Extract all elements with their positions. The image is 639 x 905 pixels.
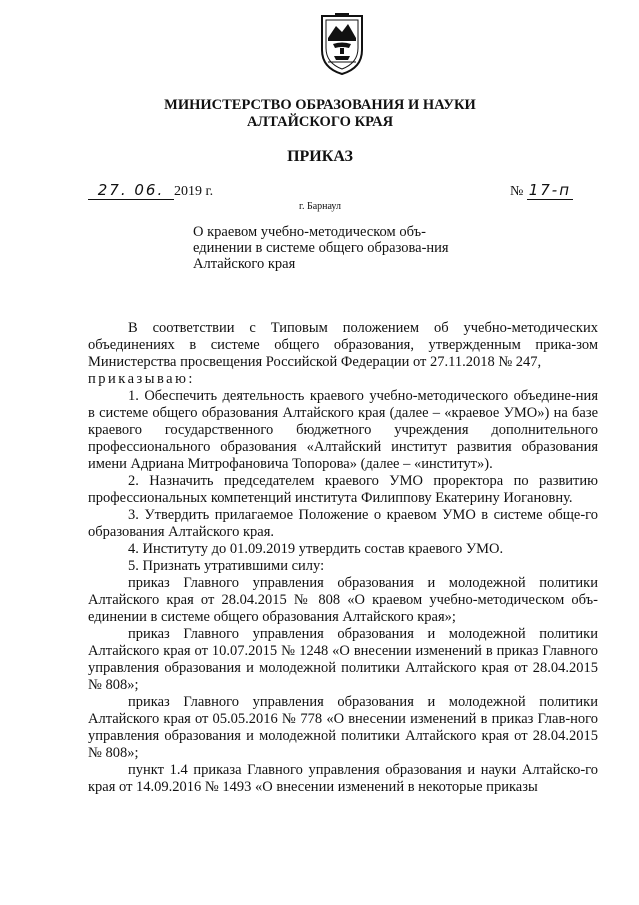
handwritten-number: 17-п bbox=[528, 181, 572, 199]
ministry-name-line1: МИНИСТЕРСТВО ОБРАЗОВАНИЯ И НАУКИ bbox=[164, 97, 476, 113]
order-item-3: 3. Утвердить прилагаемое Положение о краевом УМО в системе обще-го образования Алтайского края. bbox=[88, 507, 598, 540]
ministry-name-line2: АЛТАЙСКОГО КРАЯ bbox=[246, 114, 394, 130]
document-type-title: ПРИКАЗ bbox=[287, 148, 353, 165]
city-name: г. Барнаул bbox=[299, 201, 341, 212]
order-date bbox=[88, 181, 213, 200]
preamble-paragraph: В соответствии с Типовым положением об учебно-методических объединениях в системе общего образования, утвержденным прика-зом Министерства просвещения Российской Федерации от 27.11.2018 № 247, bbox=[88, 320, 598, 370]
order-word: приказываю: bbox=[88, 371, 195, 387]
order-item-5: 5. Признать утратившими силу: bbox=[128, 558, 325, 574]
order-year: 2019 г. bbox=[174, 184, 214, 199]
coat-of-arms-icon bbox=[318, 12, 366, 76]
repealed-order-3: приказ Главного управления образования и молодежной политики Алтайского края от 05.05.2016 № 778 «О внесении изменений в приказ Глав-ного управления образования и молодежной политики Алтайского края от 28.04.2015 № 808»; bbox=[88, 694, 598, 761]
repealed-order-4: пункт 1.4 приказа Главного управления образования и науки Алтайско-го края от 14.09.2016 № 1493 «О внесении изменений в некоторые приказы bbox=[88, 762, 598, 795]
order-item-4: 4. Институту до 01.09.2019 утвердить состав краевого УМО. bbox=[128, 541, 504, 557]
order-item-1: 1. Обеспечить деятельность краевого учебно-методического объедине-ния в системе общего образования Алтайского края (далее – «краевое УМО») на базе краевого государственного бюджетного учреждения дополнительного профессионального образования «Алтайский институт развития образования имени Адриана Митрофановича Топорова» (далее – «институт»). bbox=[88, 388, 598, 472]
handwritten-date: 27. 06. bbox=[88, 181, 174, 200]
order-number bbox=[510, 181, 573, 200]
number-sign: № bbox=[510, 184, 524, 199]
repealed-order-2: приказ Главного управления образования и молодежной политики Алтайского края от 10.07.2015 № 1248 «О внесении изменений в приказ Главного управления образования и молодежной политики Алтайского края от 28.04.2015 № 808»; bbox=[88, 626, 598, 693]
order-body bbox=[88, 320, 598, 796]
repealed-order-1: приказ Главного управления образования и молодежной политики Алтайского края от 28.04.2015 № 808 «О краевом учебно-методическом объ-единении в системе общего образования Алтайского края»; bbox=[88, 575, 598, 625]
order-subject: О краевом учебно-методическом объ-единении в системе общего образова-ния Алтайского края bbox=[193, 224, 449, 272]
order-item-2: 2. Назначить председателем краевого УМО проректора по развитию профессиональных компетенций института Филиппову Екатерину Иогановну. bbox=[88, 473, 598, 506]
